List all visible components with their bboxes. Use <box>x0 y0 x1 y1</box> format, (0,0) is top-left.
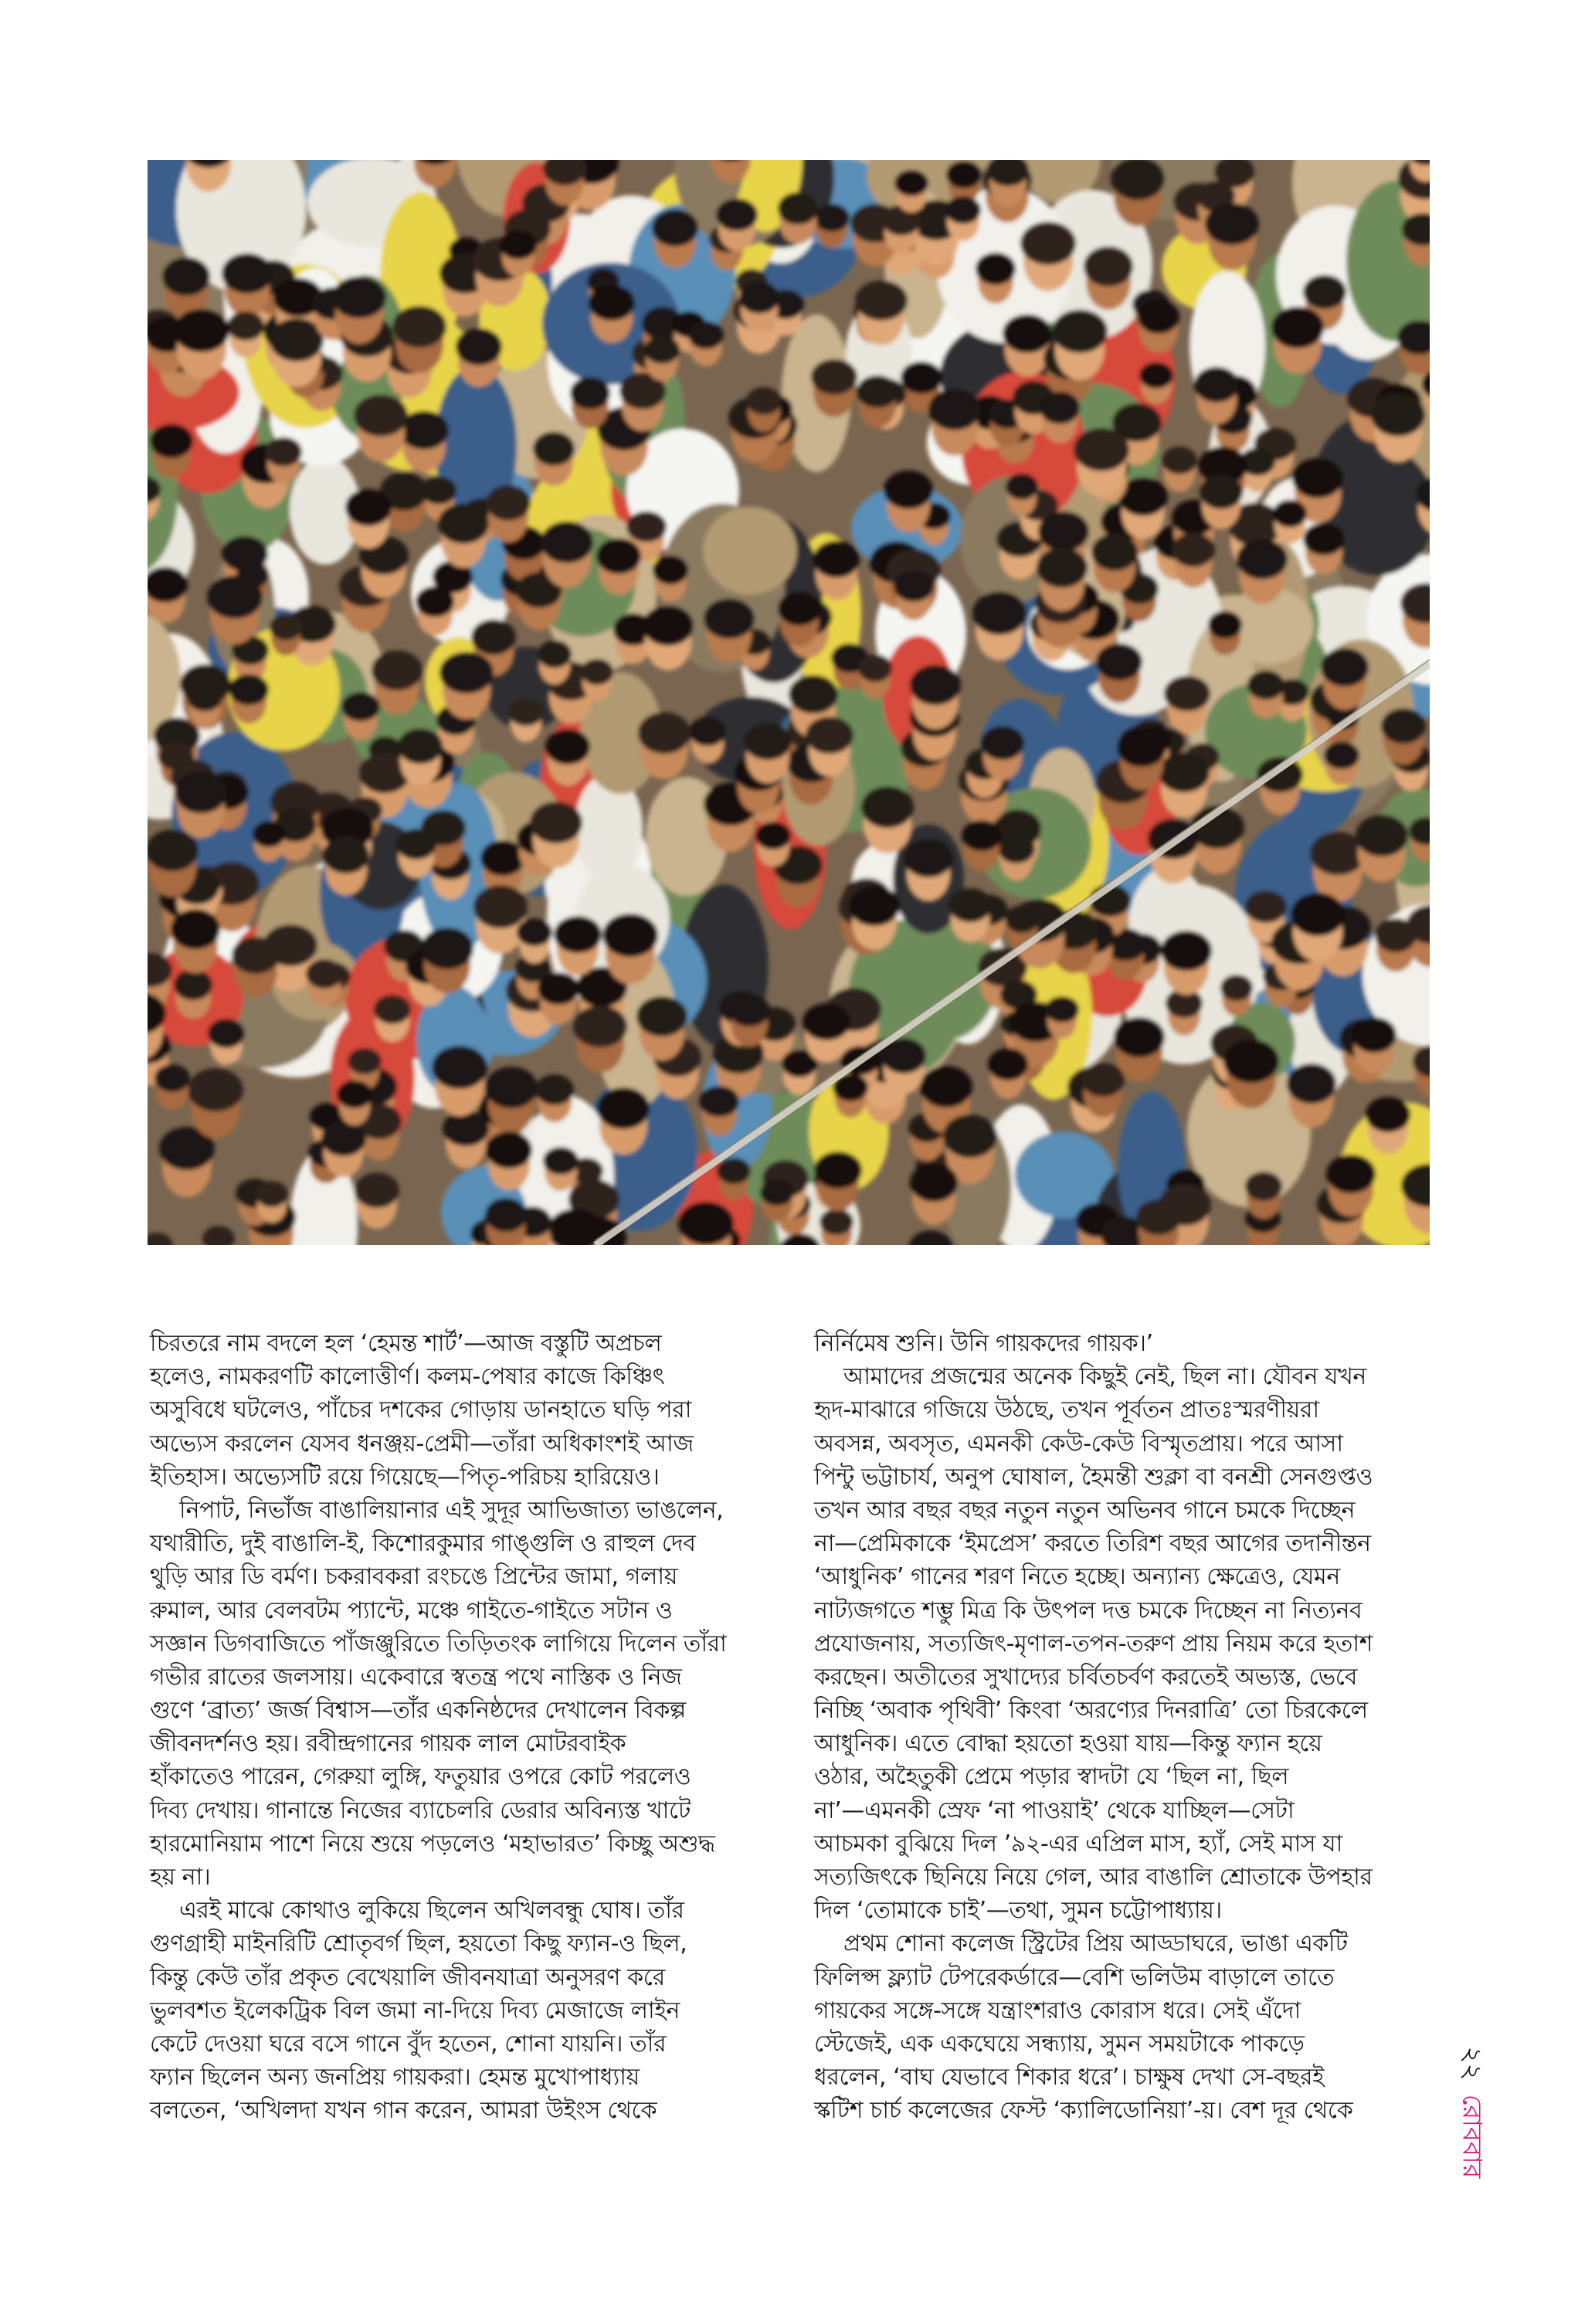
text-line: কিন্তু কেউ তাঁর প্রকৃত বেখেয়ালি জীবনযাত্রা অনুসরণ করে <box>150 1963 665 1991</box>
crowd-hair <box>1381 708 1426 744</box>
crowd-hair <box>1208 611 1242 639</box>
magazine-name: রোববার <box>1456 2094 1488 2179</box>
crowd-hair <box>1303 523 1345 555</box>
crowd-hair <box>855 280 908 321</box>
crowd-hair <box>545 729 590 765</box>
text-line: গুণগ্রাহী মাইনরিটি শ্রোতৃবর্গ ছিল, হয়তো কিছু ফ্যান-ও ছিল, <box>150 1930 687 1958</box>
crowd-hair <box>150 424 193 458</box>
text-line: দিল ‘তোমাকে চাই’—তথা, সুমন চট্টোপাধ্যায়। <box>814 1897 1222 1925</box>
crowd-hair <box>976 253 1016 285</box>
crowd-hair <box>538 972 579 1005</box>
text-line: অভ্যেস করলেন যেসব ধনঞ্জয়-প্রেমী—তাঁরা অধিকাংশই আজ <box>150 1430 694 1457</box>
crowd-hair <box>998 834 1035 863</box>
crowd-hair <box>1139 362 1173 388</box>
crowd-hair <box>1194 367 1239 402</box>
crowd-hair <box>688 321 724 349</box>
crowd-hair <box>227 311 264 341</box>
text-line: আধুনিক। এতে বোদ্ধা হয়তো হওয়া যায়—কিন্তু ফ্যান হয়ে <box>814 1730 1322 1758</box>
crowd-hair <box>517 918 552 946</box>
crowd-hair <box>1220 975 1253 1001</box>
text-line: তখন আর বছর বছর নতুন নতুন অভিনব গানে চমকে দিচ্ছেন <box>814 1496 1356 1524</box>
crowd-hair <box>541 521 593 563</box>
text-line: নিচ্ছি ‘অবাক পৃথিবী’ কিংবা ‘অরণ্যের দিনরাত্রি’ তো চিরকেলে <box>814 1697 1368 1725</box>
crowd-hair <box>597 1087 650 1129</box>
crowd-hair <box>341 692 380 721</box>
crowd-hair <box>858 654 892 682</box>
text-line: না—প্রেমিকাকে ‘ইমপ্রেস’ করতে তিরিশ বছর আগের তদানীন্তন <box>814 1530 1371 1558</box>
text-line: না’—এমনকী স্রেফ ‘না পাওয়াই’ থেকে যাচ্ছিল—সেটা <box>814 1796 1295 1824</box>
crowd-hair <box>778 192 818 225</box>
crowd-hair <box>1038 511 1089 551</box>
text-line: প্রথম শোনা কলেজ স্ট্রিটের প্রিয় আড্ডাঘরে, ভাঙা একটি <box>843 1930 1348 1958</box>
crowd-hair <box>337 1081 372 1108</box>
crowd-hair <box>884 470 933 509</box>
crowd-hair <box>486 485 531 521</box>
crowd-hair <box>1273 500 1307 528</box>
crowd-hair <box>1159 752 1210 792</box>
text-line: ওঠার, অহৈতুকী প্রেমে পড়ার স্বাদটা যে ‘ছিল না, ছিল <box>814 1763 1289 1791</box>
text-line: নির্নিমেষ শুনি। উনি গায়কদের গায়ক।’ <box>814 1330 1153 1357</box>
crowd-hair <box>678 1202 734 1245</box>
article-column-left <box>150 1327 745 2128</box>
crowd-hair <box>789 675 838 714</box>
crowd-hair <box>1138 300 1179 334</box>
crowd-hair <box>533 432 575 466</box>
crowd-hair <box>1037 548 1088 588</box>
text-line: হয় না। <box>150 1864 211 1891</box>
crowd-hair <box>910 665 961 705</box>
crowd-hair <box>699 1086 739 1117</box>
crowd-hair <box>589 285 635 321</box>
crowd-hair <box>345 489 392 526</box>
crowd-hair <box>1005 905 1039 933</box>
crowd-hair <box>188 1068 243 1111</box>
crowd-hair <box>1161 931 1212 971</box>
text-line: করছেন। অতীতের সুখাদ্যের চর্বিতচর্বণ করতেই অভ্যস্ত, ভেবে <box>814 1663 1358 1691</box>
crowd-hair <box>473 885 528 928</box>
crowd-hair <box>229 674 269 705</box>
crowd-hair <box>652 209 698 246</box>
crowd-hair <box>1084 246 1133 287</box>
crowd-hair <box>443 1111 489 1146</box>
crowd-hair <box>744 723 792 760</box>
crowd-hair <box>1223 1040 1279 1083</box>
crowd-hair <box>1091 534 1138 571</box>
crowd-hair <box>988 1048 1028 1081</box>
crowd-hair <box>1205 203 1259 245</box>
crowd-hair <box>1291 893 1345 936</box>
crowd-hair <box>811 359 857 395</box>
crowd-hair <box>644 336 680 364</box>
crowd-hair <box>1292 458 1343 498</box>
crowd-hair <box>901 361 942 394</box>
crowd-hair <box>207 575 263 619</box>
text-line: স্কটিশ চার্চ কলেজের ফেস্ট ‘ক্যালিডোনিয়া’-য়। বেশ দূর থেকে <box>814 2097 1353 2125</box>
text-line: যথারীতি, দুই বাঙালি-ই, কিশোরকুমার গাঙ্গুলি ও রাহুল দেব <box>150 1530 696 1558</box>
crowd-hair <box>894 571 934 602</box>
article-column-right <box>814 1327 1424 2128</box>
crowd-hair <box>1326 1155 1376 1193</box>
text-line: প্রযোজনায়, সত্যজিৎ-মৃণাল-তপন-তরুণ প্রায় নিয়ম করে হতাশ <box>814 1630 1373 1657</box>
crowd-hair <box>857 375 898 408</box>
crowd-hair <box>972 592 1027 635</box>
text-line: হাঁকাতেও পারেন, গেরুয়া লুঙ্গি, ফতুয়ার ওপরে কোট পরলেও <box>150 1763 691 1791</box>
crowd-hair <box>1324 741 1359 769</box>
crowd-hair <box>500 230 537 260</box>
text-line: বলতেন, ‘অখিলদা যখন গান করেন, আমরা উইংস থেকে <box>150 2097 657 2125</box>
crowd-hair <box>171 909 220 949</box>
text-line: দিব্য দেখায়। গানান্তে নিজের ব্যাচেলরি ডেরার অবিন্যস্ত খাটে <box>150 1796 691 1824</box>
text-line: গভীর রাতের জলসায়। একেবারে স্বতন্ত্র পথে নাস্তিক ও নিজ <box>150 1663 682 1691</box>
crowd-hair <box>175 772 227 813</box>
text-line: গুণে ‘ব্রাত্য’ জর্জ বিশ্বাস—তাঁর একনিষ্ঠদের দেখালেন বিকল্প <box>150 1697 686 1725</box>
crowd-hair <box>910 1163 958 1202</box>
crowd-hair <box>508 698 544 726</box>
crowd-hair <box>323 836 369 874</box>
text-line: হলেও, নামকরণটি কালোত্তীর্ণ। কলম-পেষার কাজে কিঞ্চিৎ <box>150 1363 665 1391</box>
crowd-hair <box>570 377 610 409</box>
crowd-hair <box>716 198 758 231</box>
crowd-hair <box>485 1198 527 1232</box>
crowd-hair <box>806 717 853 754</box>
text-line: নাট্যজগতে শম্ভু মিত্র কি উৎপল দত্ত চমকে দিচ্ছেন না নিত্যনব <box>814 1596 1363 1624</box>
crowd-hair <box>820 1209 853 1235</box>
crowd-hair <box>689 717 726 746</box>
crowd-hair <box>148 830 199 871</box>
crowd-hair <box>374 995 411 1024</box>
crowd-hair <box>332 277 386 318</box>
crowd-hair <box>1006 473 1038 500</box>
crowd-hair <box>1003 314 1052 353</box>
crowd-hair <box>456 328 502 365</box>
crowd-hair <box>1096 643 1142 680</box>
crowd-hair <box>943 1115 997 1158</box>
crowd-hair <box>962 820 1002 851</box>
crowd-hair <box>416 586 454 617</box>
text-line: পিন্টু ভট্টাচার্য, অনুপ ঘোষাল, হৈমন্তী শুক্লা বা বনশ্রী সেনগুপ্তও <box>814 1463 1373 1491</box>
crowd-hair <box>948 888 992 922</box>
crowd-hair <box>1164 676 1210 711</box>
crowd-hair <box>849 886 900 926</box>
crowd-hair <box>928 388 981 430</box>
crowd-hair <box>535 1074 574 1105</box>
text-line: জীবনদর্শনও হয়। রবীন্দ্রগানের গায়ক লাল মোটরবাইক <box>150 1730 626 1758</box>
crowd-hair <box>1237 539 1288 579</box>
crowd-hair <box>253 821 285 847</box>
text-line: এরই মাঝে কোথাও লুকিয়ে ছিলেন অখিলবন্ধু ঘোষ। তাঁর <box>179 1897 684 1925</box>
crowd-hair <box>348 1048 382 1074</box>
crowd-hair <box>306 959 343 989</box>
crowd-hair <box>398 728 443 764</box>
crowd-hair <box>222 253 273 293</box>
crowd-hair <box>538 640 572 668</box>
text-line: অবসন্ন, অবসৃত, এমনকী কেউ-কেউ বিস্মৃতপ্রায়। পরে আসা <box>814 1430 1343 1457</box>
crowd-hair <box>636 996 687 1036</box>
crowd-hair <box>530 802 582 843</box>
crowd-hair <box>543 1147 579 1175</box>
crowd-hair <box>1303 275 1346 309</box>
crowd-hair <box>354 395 408 436</box>
crowd-hair <box>1245 1172 1282 1201</box>
text-line: আচমকা বুঝিয়ে দিল ’৯২-এর এপ্রিল মাস, হ্যাঁ, সেই মাস যা <box>814 1830 1342 1858</box>
text-line: রুমাল, আর বেলবটম প্যান্টে, মঞ্চে গাইতে-গাইতে সটান ও <box>150 1596 673 1624</box>
crowd-hair <box>432 1046 487 1089</box>
text-line: থুড়ি আর ডি বর্মণ। চকরাবকরা রংচঙে প্রিন্টের জামা, গলায় <box>150 1563 677 1591</box>
crowd-hair <box>894 170 928 196</box>
text-line: অসুবিধে ঘটলেও, পাঁচের দশকের গোড়ায় ডানহাতে ঘড়ি পরা <box>150 1396 691 1424</box>
crowd-hair <box>174 969 212 1000</box>
crowd-hair <box>208 1019 245 1048</box>
crowd-hair <box>554 916 602 953</box>
crowd-hair <box>638 712 691 754</box>
crowd-hair <box>174 309 229 352</box>
crowd-hair <box>1321 648 1369 687</box>
crowd-figures <box>148 160 1430 1245</box>
crowd-hair <box>1375 918 1417 952</box>
crowd-hair <box>581 659 613 685</box>
crowd-hair <box>187 684 222 711</box>
crowd-hair <box>861 786 914 828</box>
crowd-hair <box>755 822 791 850</box>
crowd-hair <box>486 1131 532 1169</box>
crowd-hair <box>480 840 525 876</box>
crowd-hair <box>162 257 210 296</box>
crowd-hair <box>372 650 422 690</box>
crowd-hair <box>355 1172 399 1208</box>
crowd-hair <box>653 555 688 585</box>
crowd-hair <box>270 614 302 640</box>
crowd-hair <box>1081 1063 1125 1097</box>
crowd-hair <box>1040 392 1080 424</box>
crowd-hair <box>778 592 821 626</box>
crowd-hair <box>945 196 981 224</box>
text-line: চিরতরে নাম বদলে হল ‘হেমন্ত শার্ট’—আজ বস্তুটি অপ্রচল <box>150 1330 662 1357</box>
text-line: স্টেজেই, এক একঘেয়ে সন্ধ্যায়, সুমন সময়টাকে পাকড়ে <box>814 2030 1305 2058</box>
text-line: ফিলিপ্স ফ্ল্যাট টেপরেকর্ডারে—বেশি ভলিউম বাড়ালে তাতে <box>814 1963 1335 1991</box>
text-line: সজ্ঞান ডিগবাজিতে পাঁজঞ্জুরিতে তিড়িতংক লাগিয়ে দিলেন তাঁরা <box>150 1630 727 1657</box>
crowd-hair <box>803 1003 850 1040</box>
text-line: হারমোনিয়াম পাশে নিয়ে শুয়ে পড়লেও ‘মহাভারত’ কিচ্ছু অশুদ্ধ <box>150 1830 715 1858</box>
crowd-hair <box>1247 670 1284 700</box>
text-line: ফ্যান ছিলেন অন্য জনপ্রিয় গায়করা। হেমন্ত মুখোপাধ্যায় <box>150 2064 640 2092</box>
crowd-hair <box>1356 815 1408 857</box>
crowd-hair <box>981 726 1024 760</box>
text-line: আমাদের প্রজন্মের অনেক কিছুই নেই, ছিল না। যৌবন যখন <box>843 1363 1366 1391</box>
crowd-photo-canvas <box>148 160 1430 1245</box>
crowd-hair <box>920 1066 972 1108</box>
crowd-hair <box>904 839 953 877</box>
page-number: ২২ <box>1456 2046 1488 2081</box>
crowd-hair <box>602 914 658 957</box>
crowd-hair <box>1172 533 1215 567</box>
text-line: নিপাট, নিভাঁজ বাঙালিয়ানার এই সুদূর আভিজাত্য ভাঙলেন, <box>179 1496 724 1524</box>
crowd-hair <box>626 511 667 542</box>
text-line: ধরলেন, ‘বাঘ যেভাবে শিকার ধরে’। চাক্ষুষ দেখা সে-বছরই <box>814 2064 1325 2092</box>
crowd-hair <box>1371 393 1425 436</box>
crowd-hair <box>439 652 494 694</box>
crowd-body <box>703 507 797 595</box>
text-line: সত্যজিৎকে ছিনিয়ে নিয়ে গেল, আর বাঙালি শ্রোতাকে উপহার <box>814 1864 1373 1891</box>
crowd-hair <box>1366 1097 1410 1132</box>
crowd-hair <box>265 437 302 466</box>
crowd-hair <box>392 306 446 348</box>
crowd-hair <box>1245 891 1287 923</box>
crowd-hair <box>1074 428 1129 471</box>
crowd-hair <box>421 928 473 969</box>
crowd-hair <box>471 619 516 655</box>
crowd-hair <box>746 387 782 415</box>
crowd-hair <box>321 1121 366 1156</box>
crowd-hair <box>573 1006 627 1047</box>
text-line: গায়কের সঙ্গে-সঙ্গে যন্ত্রাংশরাও কোরাস ধরে। সেই এঁদো <box>814 1997 1301 2024</box>
crowd-hair <box>717 1158 751 1184</box>
crowd-hair <box>596 538 641 574</box>
crowd-hair <box>813 541 860 578</box>
text-line: ভুলবশত ইলেকট্রিক বিল জমা না-দিয়ে দিব্য মেজাজে লাইন <box>150 1997 680 2024</box>
crowd-photo <box>148 160 1430 1245</box>
crowd-hair <box>396 829 436 860</box>
crowd-hair <box>1162 446 1197 474</box>
crowd-hair <box>1117 728 1166 767</box>
crowd-hair <box>1287 1064 1336 1104</box>
crowd-hair <box>1052 310 1108 353</box>
crowd-hair <box>485 1067 538 1108</box>
text-line: কেটে দেওয়া ঘরে বসে গানে বুঁদ হতেন, শোনা যায়নি। তাঁর <box>150 2030 667 2058</box>
crowd-hair <box>1136 1199 1181 1235</box>
crowd-hair <box>946 161 982 188</box>
text-line: ইতিহাস। অভ্যেসটি রয়ে গিয়েছে—পিতৃ-পরিচয় হারিয়েও। <box>150 1463 660 1491</box>
crowd-hair <box>232 937 280 974</box>
crowd-hair <box>154 1064 190 1092</box>
crowd-hair <box>438 504 489 544</box>
crowd-hair <box>814 204 850 232</box>
text-line: হৃদ-মাঝারে গজিয়ে উঠছে, তখন পূর্বতন প্রাতঃস্মরণীয়রা <box>814 1396 1319 1424</box>
crowd-hair <box>1271 307 1324 348</box>
crowd-hair <box>1114 1017 1165 1057</box>
page-folio <box>1451 2039 1489 2186</box>
crowd-hair <box>739 281 779 314</box>
crowd-hair <box>704 599 755 639</box>
crowd-hair <box>814 1152 862 1189</box>
crowd-hair <box>1020 222 1076 265</box>
crowd-hair <box>760 1179 794 1206</box>
crowd-hair <box>728 994 770 1026</box>
crowd-hair <box>643 606 694 646</box>
crowd-hair <box>1352 1017 1396 1053</box>
crowd-hair <box>1200 475 1243 509</box>
crowd-hair <box>256 1181 288 1207</box>
text-line: ‘আধুনিক’ গানের শরণ নিতে হচ্ছে। অন্যান্য ক্ষেত্রেও, যেমন <box>814 1563 1340 1591</box>
crowd-hair <box>1045 996 1079 1023</box>
